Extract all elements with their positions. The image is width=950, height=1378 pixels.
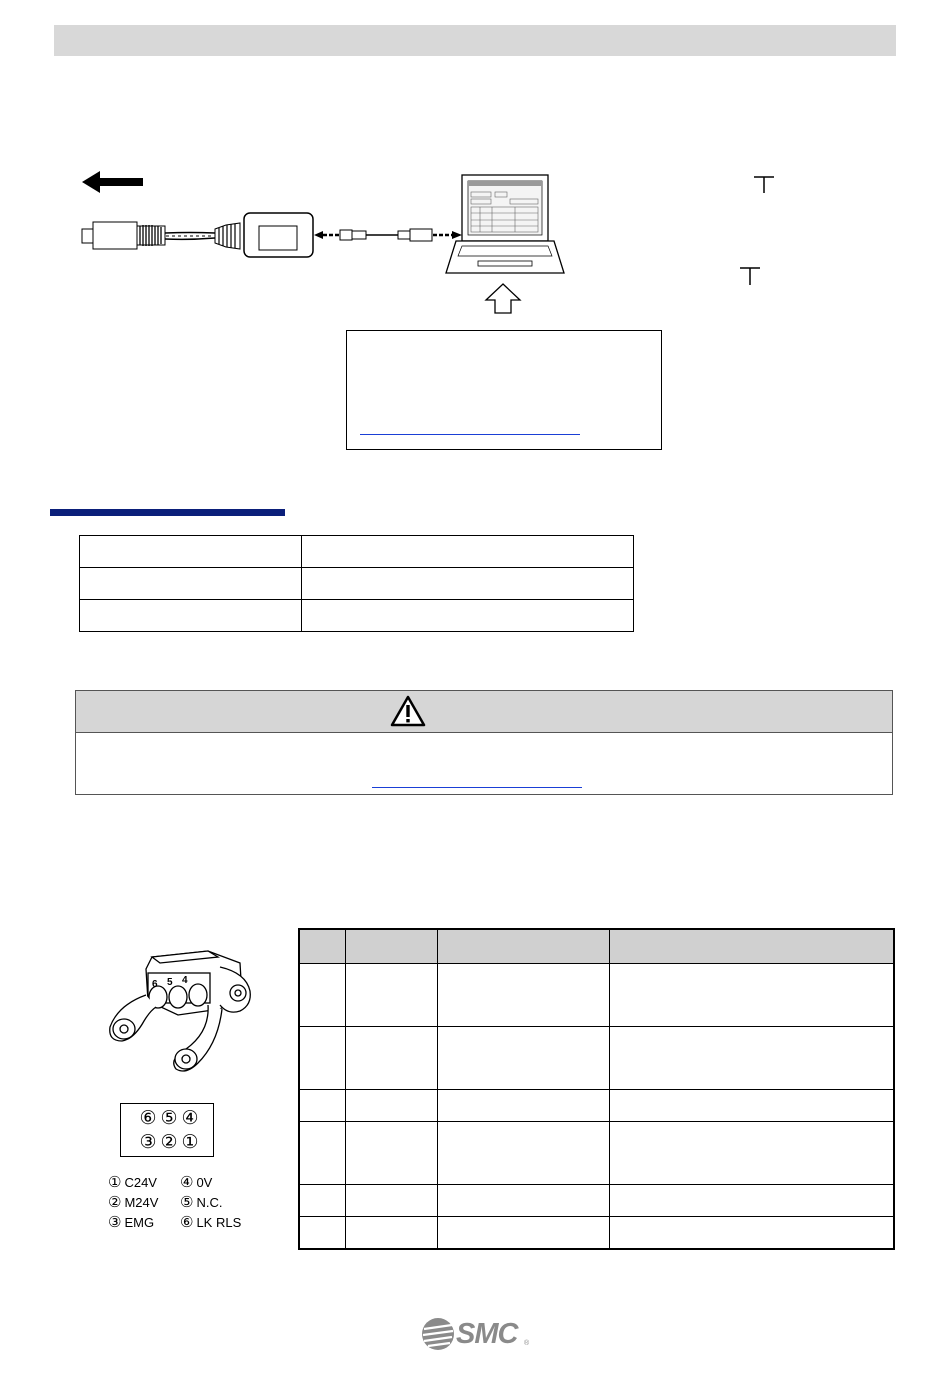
pin-legend-num: ③ [108,1213,122,1231]
table-row [299,964,894,1027]
table-row [80,600,634,632]
table-row [299,1027,894,1090]
section-heading-rule [50,509,285,516]
t-mark-lower [740,268,760,285]
pin-layout-grid [120,1103,214,1157]
pin-6: ⑥ [139,1107,157,1129]
pin-4: ④ [181,1107,199,1129]
pin-3: ③ [139,1131,157,1153]
pin-assignment-table [298,928,895,1250]
smc-logo-mark [420,1316,456,1352]
software-note-box [346,330,662,450]
column-header [609,929,894,964]
caution-header [76,691,892,733]
smc-logo [420,1316,532,1352]
pin-legend-label: EMG [124,1215,155,1230]
pin-2: ② [160,1131,178,1153]
column-header [299,929,345,964]
column-header [437,929,609,964]
pin-legend-num: ④ [180,1173,194,1191]
power-connector-illustration [100,945,260,1075]
pin-legend-label: LK RLS [196,1215,242,1230]
connector-label-4: 4 [182,975,188,986]
pin-legend-label: N.C. [196,1195,223,1210]
pin-legend-num: ② [108,1193,122,1211]
pin-legend-num: ⑥ [180,1213,194,1231]
pin-5: ⑤ [160,1107,178,1129]
pin-legend-row [108,1212,278,1232]
up-arrow-icon [486,284,520,313]
connector-label-6: 6 [152,979,158,990]
column-header [345,929,437,964]
pin-legend-row [108,1172,278,1192]
pin-legend-label: M24V [124,1195,159,1210]
laptop-icon [446,175,564,273]
pin-legend-num: ⑤ [180,1193,194,1211]
pin-legend [108,1172,278,1232]
pin-legend-num: ① [108,1173,122,1191]
pin-legend-label: 0V [196,1175,213,1190]
table-row [299,1217,894,1250]
caution-box [75,690,893,795]
communication-adapter [215,213,313,257]
table-row [299,1090,894,1122]
table-row [80,536,634,568]
connector-label-5: 5 [167,977,173,988]
smc-logo-registered: ® [524,1340,530,1347]
left-arrow-icon [82,171,143,193]
table-row [299,1185,894,1217]
smc-logo-text: SMC [456,1318,518,1350]
t-mark-upper [754,177,774,193]
controller-plug [82,222,165,249]
table-row [80,568,634,600]
spec-table [79,535,634,632]
warning-triangle-icon [390,695,426,727]
pin-legend-label: C24V [124,1175,157,1190]
table-header-row [299,929,894,964]
pin-legend-row [108,1192,278,1212]
caution-link[interactable] [372,787,582,788]
usb-cable-icon [314,229,462,241]
pin-1: ① [181,1131,199,1153]
table-row [299,1122,894,1185]
download-link[interactable] [360,434,580,435]
